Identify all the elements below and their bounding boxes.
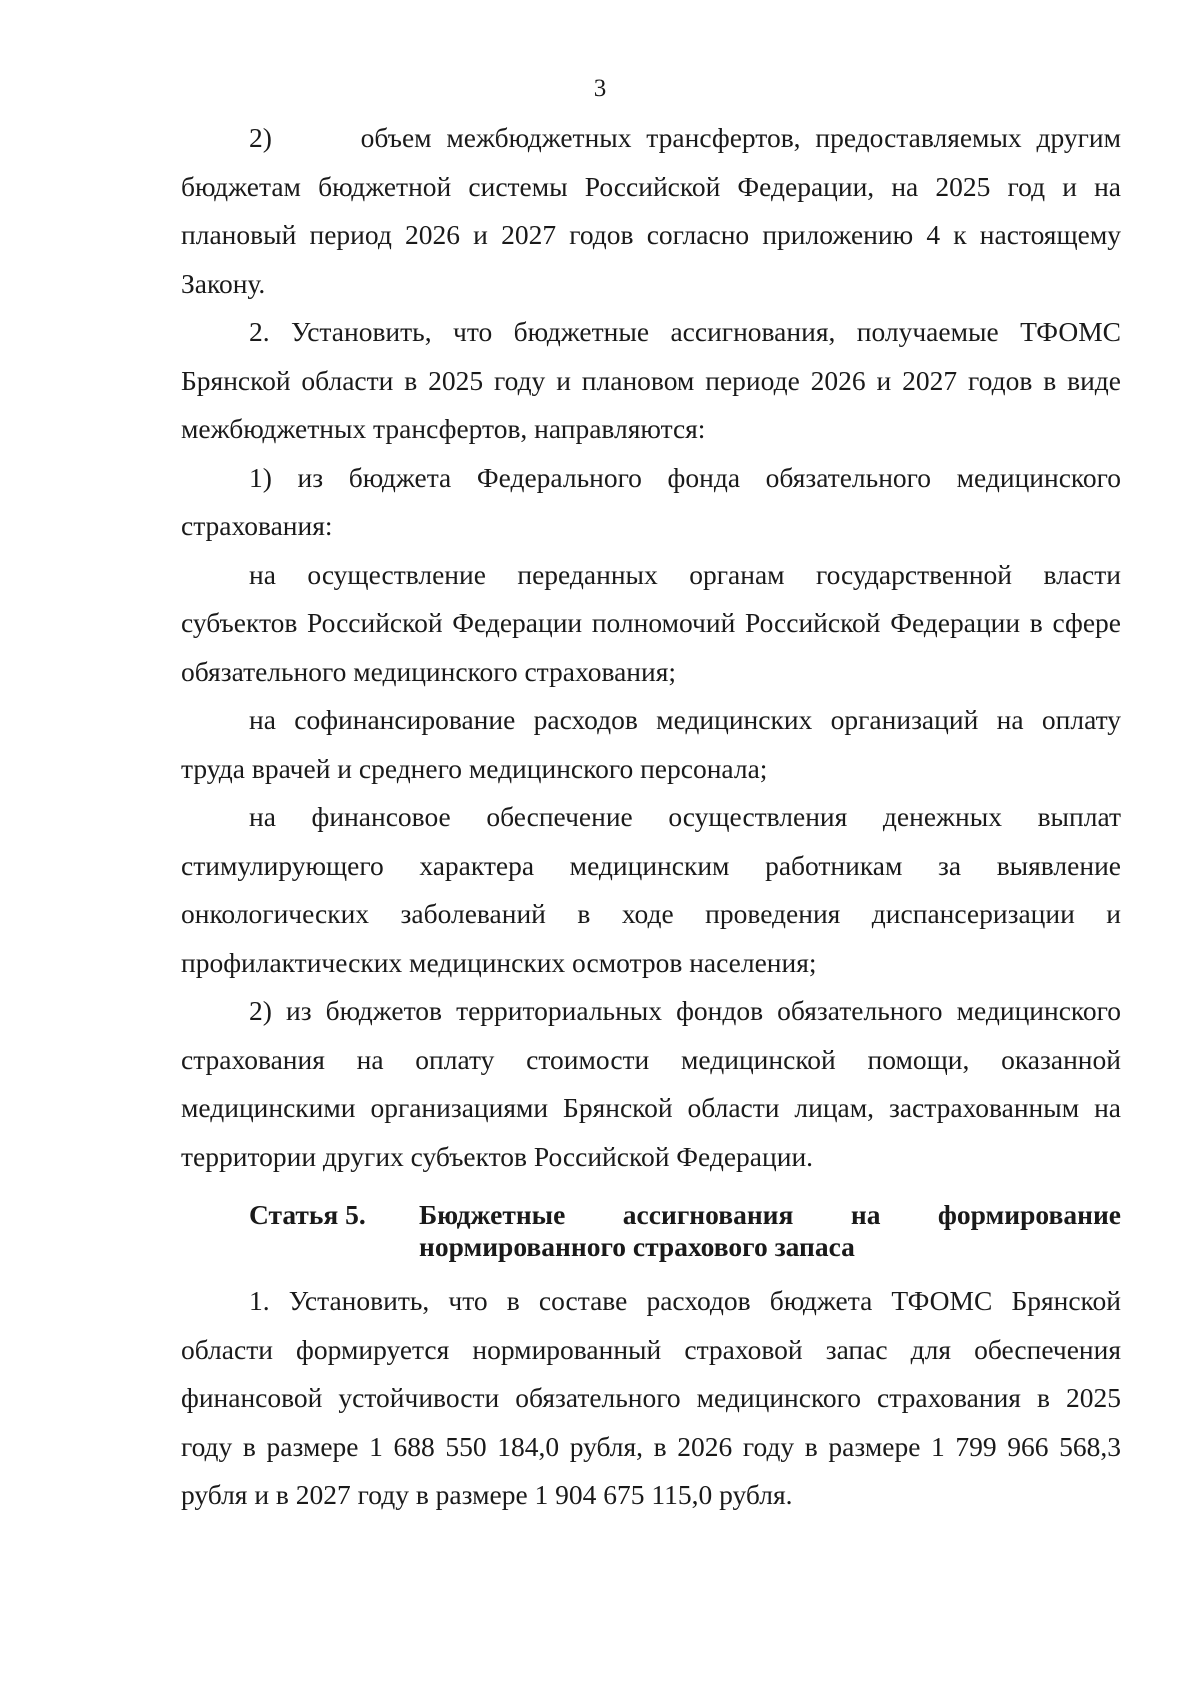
paragraph-interbudget-transfers-volume: 2) объем межбюджетных трансфертов, предоставляемых другим бюджетам бюджетной системы Российской Федерации, на 2025 год и на плановый период 2026 и 2027 годов согласно приложению 4 к настоящему Закону. [181,122,1121,299]
paragraph-delegated-powers: на осуществление переданных органам государственной власти субъектов Российской Федерации полномочий Российской Федерации в сфере обязательного медицинского страхования; [181,558,1121,687]
paragraph-federal-fund-source: 1) из бюджета Федерального фонда обязательного медицинского страхования: [181,461,1121,541]
paragraph-cofinancing-salaries: на софинансирование расходов медицинских организаций на оплату труда врачей и среднего медицинского персонала; [181,704,1121,784]
page-number: 3 [593,75,607,102]
paragraph-budget-allocations-directed: 2. Установить, что бюджетные ассигнования, получаемые ТФОМС Брянской области в 2025 году и плановом периоде 2026 и 2027 годов в виде межбюджетных трансфертов, направляются: [181,316,1121,444]
article-number: Статья 5. [249,1199,366,1230]
document-body [181,114,1121,1520]
paragraph-oncology-incentive-payments: на финансовое обеспечение осуществления денежных выплат стимулирующего характера медицинским работникам за выявление онкологических заболеваний в ходе проведения диспансеризации и профилактических медицинских осмотров населения; [181,801,1121,978]
article-heading [181,1199,1121,1263]
paragraph-territorial-funds-source: 2) из бюджетов территориальных фондов обязательного медицинского страхования на оплату стоимости медицинской помощи, оказанной медицинскими организациями Брянской области лицам, застрахованным на территории других субъектов Российской Федерации. [181,995,1121,1172]
paragraph-insurance-reserve: 1. Установить, что в составе расходов бюджета ТФОМС Брянской области формируется нормированный страховой запас для обеспечения финансовой устойчивости обязательного медицинского страхования в 2025 году в размере 1 688 550 184,0 рубля, в 2026 году в размере 1 799 966 568,3 рубля и в 2027 году в размере 1 904 675 115,0 рубля. [181,1285,1121,1510]
article-title: Бюджетные ассигнования на формирование нормированного страхового запаса [419,1199,1121,1262]
